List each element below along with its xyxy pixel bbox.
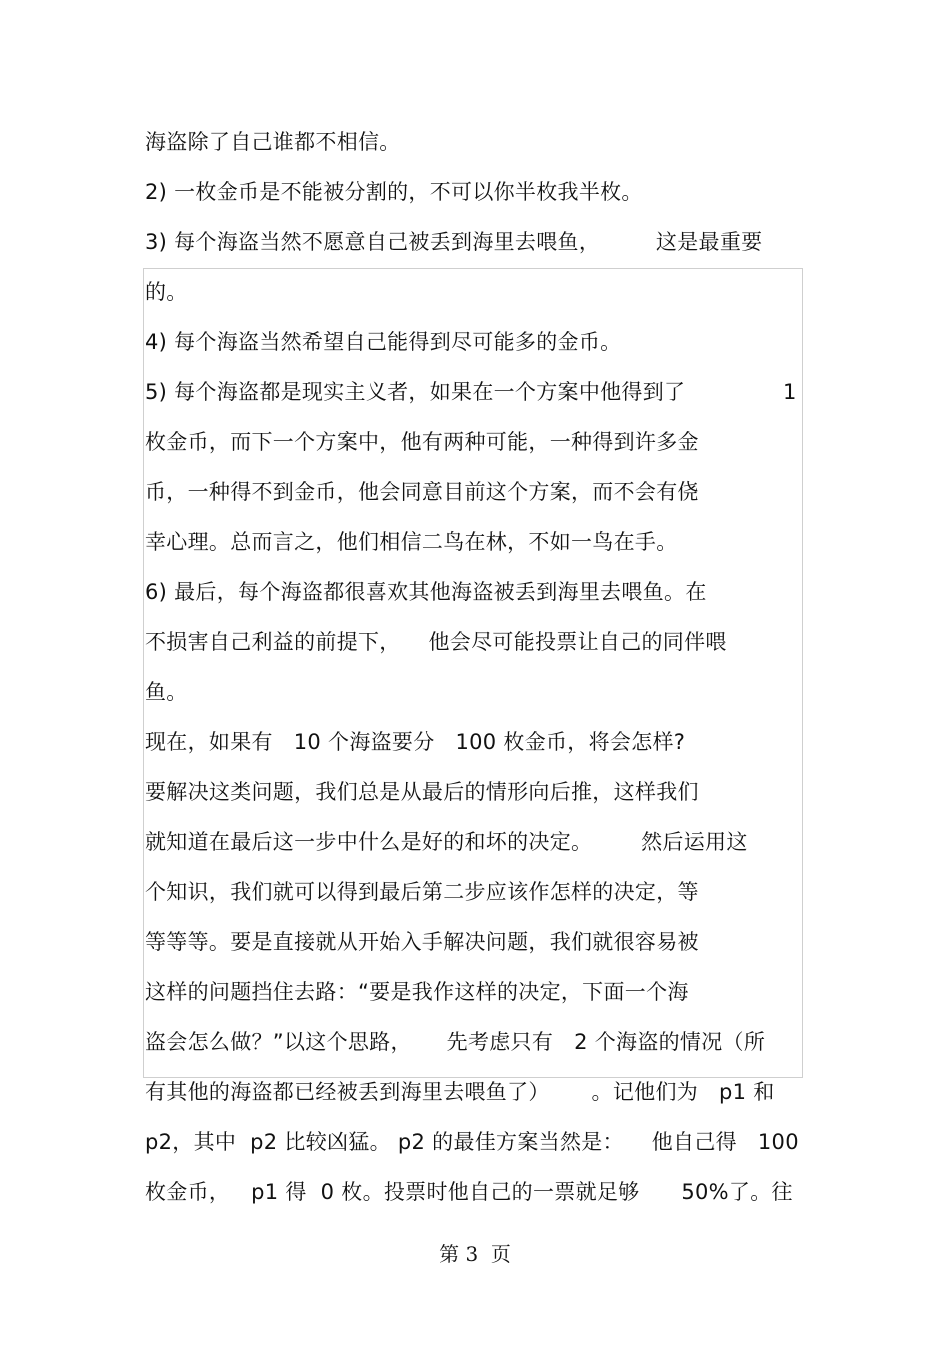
page-number-footer: 第 3 页 xyxy=(439,1242,511,1266)
text-line: p2，其中 p2 比较凶猛。 p2 的最佳方案当然是： 他自己得 100 xyxy=(145,1130,799,1154)
text-line: 等等等。要是直接就从开始入手解决问题，我们就很容易被 xyxy=(145,930,699,954)
text-line: 2) 一枚金币是不能被分割的，不可以你半枚我半枚。 xyxy=(145,180,643,204)
text-line: 不损害自己利益的前提下， 他会尽可能投票让自己的同伴喂 xyxy=(145,630,727,654)
text-line: 币，一种得不到金币，他会同意目前这个方案，而不会有侥 xyxy=(145,480,699,504)
text-line: 3) 每个海盗当然不愿意自己被丢到海里去喂鱼， 这是最重要 xyxy=(145,230,763,254)
text-line: 5) 每个海盗都是现实主义者，如果在一个方案中他得到了 1 xyxy=(145,380,797,404)
text-line: 就知道在最后这一步中什么是好的和坏的决定。 然后运用这 xyxy=(145,830,748,854)
text-line: 的。 xyxy=(145,280,188,304)
text-line: 枚金币， p1 得 0 枚。投票时他自己的一票就足够 50%了。往 xyxy=(145,1180,793,1204)
text-line: 海盗除了自己谁都不相信。 xyxy=(145,130,401,154)
text-line: 盗会怎么做？”以这个思路， 先考虑只有 2 个海盗的情况（所 xyxy=(145,1030,766,1054)
text-line: 4) 每个海盗当然希望自己能得到尽可能多的金币。 xyxy=(145,330,622,354)
text-line: 鱼。 xyxy=(145,680,188,704)
text-line: 6) 最后，每个海盗都很喜欢其他海盗被丢到海里去喂鱼。在 xyxy=(145,580,707,604)
text-line: 这样的问题挡住去路：“要是我作这样的决定，下面一个海 xyxy=(145,980,689,1004)
text-line: 现在，如果有 10 个海盗要分 100 枚金币，将会怎样? xyxy=(145,730,686,754)
text-line: 个知识，我们就可以得到最后第二步应该作怎样的决定，等 xyxy=(145,880,699,904)
text-line: 幸心理。总而言之，他们相信二鸟在林，不如一鸟在手。 xyxy=(145,530,678,554)
text-line: 有其他的海盗都已经被丢到海里去喂鱼了） 。记他们为 p1 和 xyxy=(145,1080,775,1104)
text-line: 枚金币，而下一个方案中，他有两种可能，一种得到许多金 xyxy=(145,430,699,454)
text-line: 要解决这类问题，我们总是从最后的情形向后推，这样我们 xyxy=(145,780,699,804)
